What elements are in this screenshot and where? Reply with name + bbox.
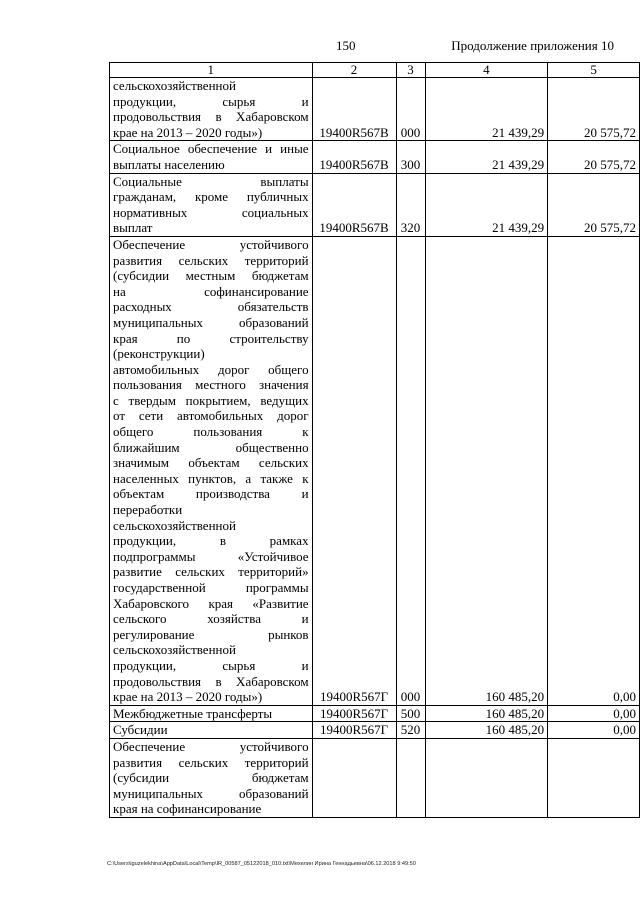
row-target-code: 19400R567Г [312, 236, 396, 705]
description-line: значимым объектам сельских [113, 455, 309, 471]
row-amount-col5: 0,00 [548, 722, 640, 739]
description-line: сельского хозяйства и [113, 611, 309, 627]
description-line: гражданам, кроме публичных [113, 189, 309, 205]
row-expense-type: 000 [396, 78, 425, 141]
row-target-code: 19400R567В [312, 141, 396, 173]
row-target-code: 19400R567В [312, 173, 396, 236]
description-line: (субсидии бюджетам [113, 770, 309, 786]
description-line: продукции, сырья и [113, 657, 309, 673]
column-header-1: 1 [110, 63, 313, 78]
row-amount-col5: 0,00 [548, 705, 640, 722]
column-header-2: 2 [312, 63, 396, 78]
description-line: сельскохозяйственной [113, 78, 236, 93]
description-line: Социальные выплаты [113, 173, 309, 189]
description-line: на софинансирование [113, 283, 309, 299]
table-row [110, 722, 640, 739]
table-row [110, 78, 640, 141]
row-description [110, 141, 313, 173]
description-line: Субсидии [113, 722, 168, 738]
row-amount-col4: 21 439,29 [425, 78, 548, 141]
table-row [110, 173, 640, 236]
description-line: государственной программы [113, 580, 309, 595]
description-line: Обеспечение устойчивого [113, 738, 309, 754]
row-expense-type [396, 738, 425, 817]
description-line: (субсидии местным бюджетам [113, 268, 309, 284]
description-line: Социальное обеспечение и иные [113, 141, 309, 157]
description-line: населенных пунктов, а также к [113, 470, 309, 486]
row-target-code: 19400R567Г [312, 705, 396, 722]
table-row [110, 705, 640, 722]
description-line: края на софинансирование [113, 801, 262, 817]
row-expense-type: 320 [396, 173, 425, 236]
description-line: пользования местного значения [113, 377, 309, 393]
row-description [110, 78, 313, 141]
description-line: подпрограммы «Устойчивое [113, 548, 309, 564]
description-line: выплат [113, 220, 153, 236]
row-amount-col4: 21 439,29 [425, 173, 548, 236]
row-description [110, 705, 313, 722]
row-amount-col5: 0,00 [548, 236, 640, 705]
description-line: расходных обязательств [113, 299, 309, 315]
description-line: развитие сельских территорий» [113, 564, 309, 580]
row-expense-type: 500 [396, 705, 425, 722]
table-row [110, 141, 640, 173]
description-line: развития сельских территорий [113, 252, 309, 268]
description-line: продукции, сырья и [113, 93, 309, 109]
row-expense-type: 520 [396, 722, 425, 739]
table-row [110, 738, 640, 817]
row-amount-col4: 160 485,20 [425, 705, 548, 722]
row-amount-col5: 20 575,72 [548, 173, 640, 236]
description-line: автомобильных дорог общего [113, 361, 309, 377]
description-line: регулирование рынков [113, 626, 309, 642]
row-description [110, 722, 313, 739]
description-line: нормативных социальных [113, 204, 309, 220]
description-line: ближайшим общественно [113, 439, 309, 455]
description-line: муниципальных образований [113, 785, 309, 801]
description-line: продовольствия в Хабаровском [113, 673, 309, 689]
description-line: Обеспечение устойчивого [113, 236, 309, 252]
description-line: сельскохозяйственной [113, 517, 236, 533]
row-amount-col5: 20 575,72 [548, 78, 640, 141]
description-line: общего пользования к [113, 424, 309, 440]
row-amount-col5 [548, 738, 640, 817]
row-expense-type: 000 [396, 236, 425, 705]
row-expense-type: 300 [396, 141, 425, 173]
description-line: с твердым покрытием, ведущих [113, 392, 309, 408]
row-target-code: 19400R567В [312, 78, 396, 141]
row-description [110, 236, 313, 705]
row-amount-col4: 21 439,29 [425, 141, 548, 173]
continuation-label: Продолжение приложения 10 [451, 38, 614, 53]
row-description [110, 173, 313, 236]
row-description [110, 738, 313, 817]
description-line: муниципальных образований [113, 314, 309, 330]
description-line: сельскохозяйственной [113, 642, 236, 658]
row-amount-col4: 160 485,20 [425, 236, 548, 705]
description-line: развития сельских территорий [113, 754, 309, 770]
row-target-code: 19400R567Г [312, 722, 396, 739]
description-line: объектам производства и [113, 486, 309, 502]
description-line: продовольствия в Хабаровском [113, 109, 309, 125]
description-line: от сети автомобильных дорог [113, 408, 309, 424]
table-row [110, 236, 640, 705]
page-number: 150 [336, 38, 356, 53]
column-header-4: 4 [425, 63, 548, 78]
budget-table [109, 62, 640, 818]
description-line: продукции, в рамках [113, 533, 309, 549]
footer-file-path: C:\Users\iguzelekhina\AppData\Local\Temp\IR_00587_05122018_010.txt\Мехелин Ирина Геннадьевна\06.12.2018 9:49:50 [107, 861, 416, 867]
table-header-row [110, 63, 640, 78]
column-header-5: 5 [548, 63, 640, 78]
description-line: крае на 2013 – 2020 годы») [113, 124, 263, 140]
description-line: (реконструкции) [113, 346, 205, 362]
description-line: выплаты населению [113, 156, 225, 172]
description-line: переработки [113, 502, 183, 518]
description-line: Хабаровского края «Развитие [113, 595, 309, 611]
row-target-code [312, 738, 396, 817]
description-line: Межбюджетные трансферты [113, 705, 273, 721]
description-line: края по строительству [113, 330, 309, 346]
row-amount-col4 [425, 738, 548, 817]
description-line: крае на 2013 – 2020 годы») [113, 689, 263, 705]
row-amount-col4: 160 485,20 [425, 722, 548, 739]
column-header-3: 3 [396, 63, 425, 78]
row-amount-col5: 20 575,72 [548, 141, 640, 173]
